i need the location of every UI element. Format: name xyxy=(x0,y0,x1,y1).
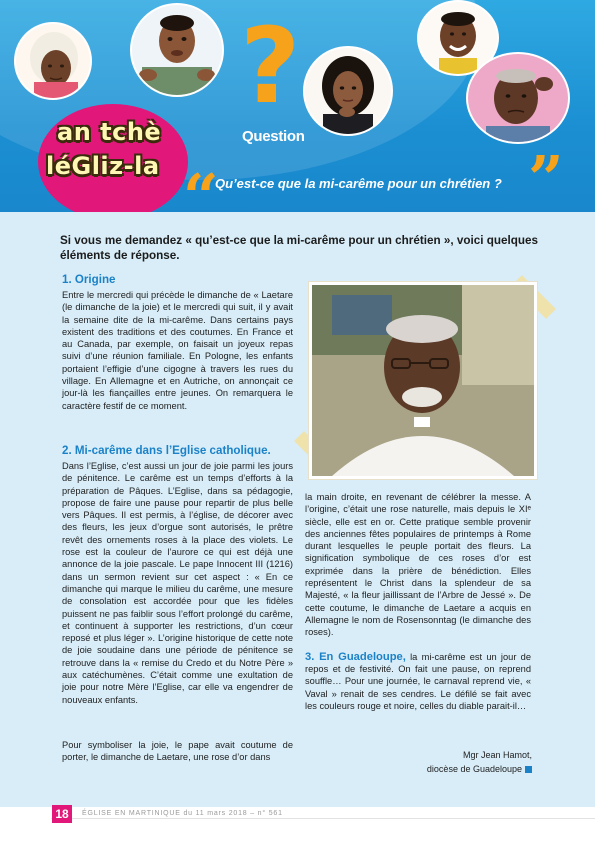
header-banner xyxy=(0,0,595,212)
question-label: Question xyxy=(242,128,305,145)
old-man-illustration xyxy=(468,54,568,142)
priest-photo-illustration xyxy=(312,285,534,476)
section-heading-guadeloupe: 3. En Guadeloupe, xyxy=(305,650,406,663)
section-text-eglise-continued: Pour symboliser la joie, le pape avait coutume de porter, le dimanche de Laetare, une rose d’or dans xyxy=(62,740,293,763)
close-quote-icon: ” xyxy=(528,142,564,212)
right-column-text: la main droite, en revenant de célébrer la messe. A l’origine, c’était une rose naturelle, mais depuis le XIᵉ siècle, elle est en or. Cette pratique semble provenir des anciennes fêtes populaires de printemps à Rome durant lesquelles le peuple portait des fleurs. La signification symbolique de ces roses d’or est exprimée dans la prière de bénédiction. Elles représentent le Christ dans la splendeur de sa Majesté, « la fleur jaillissant de l’Arbre de Jessé ». De cette coutume, le dimanche de Laetare a acquis en Allemagne le nom de Rosensonntag (le dimanche des roses). xyxy=(305,492,531,638)
portrait-bubble-woman-headscarf xyxy=(14,22,92,100)
signature-role: diocèse de Guadeloupe xyxy=(426,764,522,774)
brand-title-line2: léGliz-la xyxy=(46,152,160,180)
brand-title-line1: an tchè xyxy=(57,118,162,146)
portrait-bubble-old-man xyxy=(466,52,570,144)
article-intro: Si vous me demandez « qu’est-ce que la mi-carême pour un chrétien », voici quelques éléments de réponse. xyxy=(60,234,539,262)
article-right-column xyxy=(305,491,531,712)
section-heading-origine: 1. Origine xyxy=(62,273,116,286)
tagline: Qu’est-ce que la mi-carême pour un chrétien ? xyxy=(215,176,502,191)
open-quote-icon: “ xyxy=(183,160,219,212)
end-of-article-square-icon xyxy=(525,766,532,773)
page-number: 18 xyxy=(52,805,72,823)
signature-role-line xyxy=(427,764,532,774)
section-text-origine: Entre le mercredi qui précède le dimanche de « Laetare (le dimanche de la joie) et le mercredi qui suit, il y avait la semaine dite de la mi-carême. Dans certains pays existent des traditions et des coutumes. En France et au Canada, par exemple, on faisait un joyeux repas suivi d’une réunion familiale. En Pologne, les enfants portaient l’effigie d’une cigogne à travers les rues du village. En Allemagne et en Autriche, on annonçait ce jour-là les fiançailles entre jeunes. On remarquera le caractère festif de ce moment. xyxy=(62,290,293,411)
woman-headscarf-illustration xyxy=(16,24,90,98)
publication-footer: ÉGLISE EN MARTINIQUE du 11 mars 2018 – n° 561 xyxy=(82,810,283,817)
portrait-bubble-woman-thinking xyxy=(303,46,393,136)
signature-name: Mgr Jean Hamot, xyxy=(462,750,532,760)
portrait-bubble-man-shrugging xyxy=(130,3,224,97)
author-photo xyxy=(309,282,537,479)
woman-thinking-illustration xyxy=(305,48,391,134)
question-mark-icon: ? xyxy=(240,5,301,127)
section-text-guadeloupe: la mi-carême est un jour de repos et de festivité. On fait une pause, on reprend souffle… Pour une journée, le carnaval reprend vie, « Vaval » renait de ses cendres. Le défilé se fait avec les couleurs rouge et noire, celles du diable parait-il… xyxy=(305,651,531,712)
man-shrugging-illustration xyxy=(132,5,222,95)
footer-rule xyxy=(51,818,595,819)
section-heading-eglise: 2. Mi-carême dans l’Eglise catholique. xyxy=(62,444,271,457)
section-text-eglise: Dans l’Eglise, c’est aussi un jour de joie parmi les jours de pénitence. Le carême est un temps d’efforts à la préparation de Pâques. L’Eglise, dans sa pédagogie, propose de faire une pause pour repartir de plus belle vers Pâques. Il est permis, à l’église, de décorer avec des fleurs, les jeux d’orgue sont autorisés, le prêtre revêt des ornements roses à la place des violets. Le rose est la couleur de l’aurore ce qui est déjà une annonce de la joie pascale. Le pape Innocent III (1216) dans un sermon revient sur cet aspect : « En ce dimanche qui marque le milieu du carême, une mesure de consolation est accordée pour que les fidèles puissent ne pas faiblir sous l’effort prolongé du carême, et continuent à supporter les restrictions, d’un cœur reposé et plus léger ». L’origine historique de cette note de joie soudaine dans une période de pénitence se retrouve dans la « remise du Credo et du Notre Père » aux catéchumènes. C’était comme une exultation de joie pour notre Mère l’Eglise, car elle va engendrer de nouveaux enfants. xyxy=(62,461,293,705)
